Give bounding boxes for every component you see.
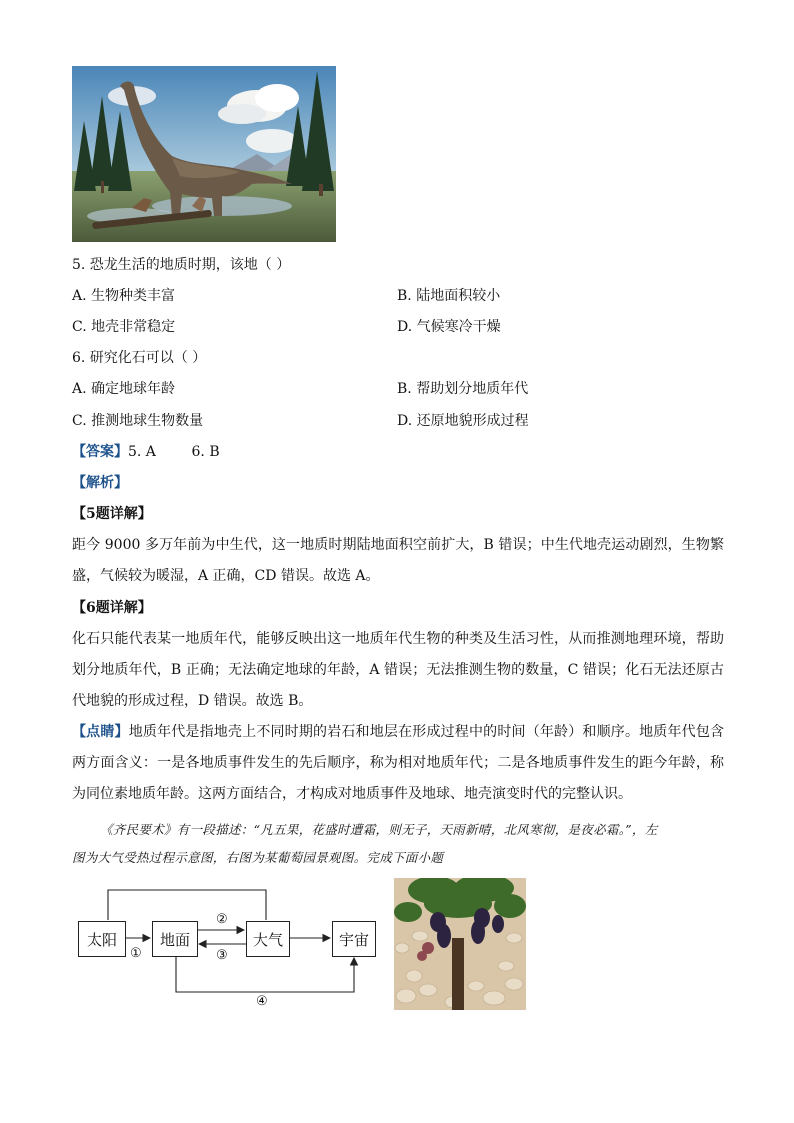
detail-6-text: 化石只能代表某一地质年代，能够反映出这一地质年代生物的种类及生活习性，从而推测地理环境，帮助划分地质年代，B 正确；无法确定地球的年龄，A 错误；无法推测生物的数量，C 错误；化石无法还原古代地貌的形成过程，D 错误。故选 B。	[72, 631, 724, 709]
label-3: ③	[216, 948, 228, 963]
detail-5-heading: 【5题详解】	[72, 506, 152, 522]
q6-option-b[interactable]: B. 帮助划分地质年代	[397, 381, 529, 397]
q6-option-c[interactable]: C. 推测地球生物数量	[72, 413, 204, 429]
label-1: ①	[130, 946, 142, 961]
comment-text: 地质年代是指地壳上不同时期的岩石和地层在形成过程中的时间（年龄）和顺序。地质年代包含两方面含义：一是各地质事件发生的先后顺序，称为相对地质年代；二是各地质事件发生的距今年龄，称为同位素地质年龄。这两方面结合，才构成对地质事件及地球、地壳演变时代的完整认识。	[72, 724, 725, 802]
label-4: ④	[256, 994, 268, 1009]
question-6-stem: 6. 研究化石可以（ ）	[72, 350, 207, 366]
vineyard-photo	[394, 878, 526, 1010]
intro-line-1: 《齐民要术》有一段描述：“凡五果，花盛时遭霜，则无子，天雨新晴，北风寒彻，是夜必霜。”，左	[100, 822, 658, 837]
dinosaur-illustration	[72, 66, 336, 242]
analysis-tag: 【解析】	[72, 475, 128, 491]
q5-option-b[interactable]: B. 陆地面积较小	[397, 288, 501, 304]
ground-box: 地面	[152, 921, 198, 957]
q5-option-c[interactable]: C. 地壳非常稳定	[72, 319, 176, 335]
q5-option-d[interactable]: D. 气候寒冷干燥	[397, 319, 501, 335]
atmosphere-box: 大气	[246, 921, 290, 957]
space-box: 宇宙	[332, 921, 376, 957]
detail-5-text: 距今 9000 多万年前为中生代，这一地质时期陆地面积空前扩大，B 错误；中生代地壳运动剧烈，生物繁盛，气候较为暖湿，A 正确，CD 错误。故选 A。	[72, 537, 724, 584]
question-5-stem: 5. 恐龙生活的地质时期，该地（ ）	[72, 257, 291, 273]
answer-text: 5. A 6. B	[128, 444, 220, 460]
comment-tag: 【点睛】	[72, 724, 129, 740]
label-2: ②	[216, 912, 228, 927]
answer-line	[72, 442, 220, 462]
atmosphere-heating-diagram	[70, 880, 380, 1015]
sun-box: 太阳	[78, 921, 126, 957]
q5-option-a[interactable]: A. 生物种类丰富	[72, 288, 176, 304]
answer-tag: 【答案】	[72, 444, 128, 460]
intro-line-2: 图为大气受热过程示意图，右图为某葡萄园景观图。完成下面小题	[72, 850, 444, 865]
q6-option-d[interactable]: D. 还原地貌形成过程	[397, 413, 529, 429]
detail-6-heading: 【6题详解】	[72, 600, 152, 616]
comment-paragraph	[72, 717, 724, 810]
q6-option-a[interactable]: A. 确定地球年龄	[72, 381, 176, 397]
